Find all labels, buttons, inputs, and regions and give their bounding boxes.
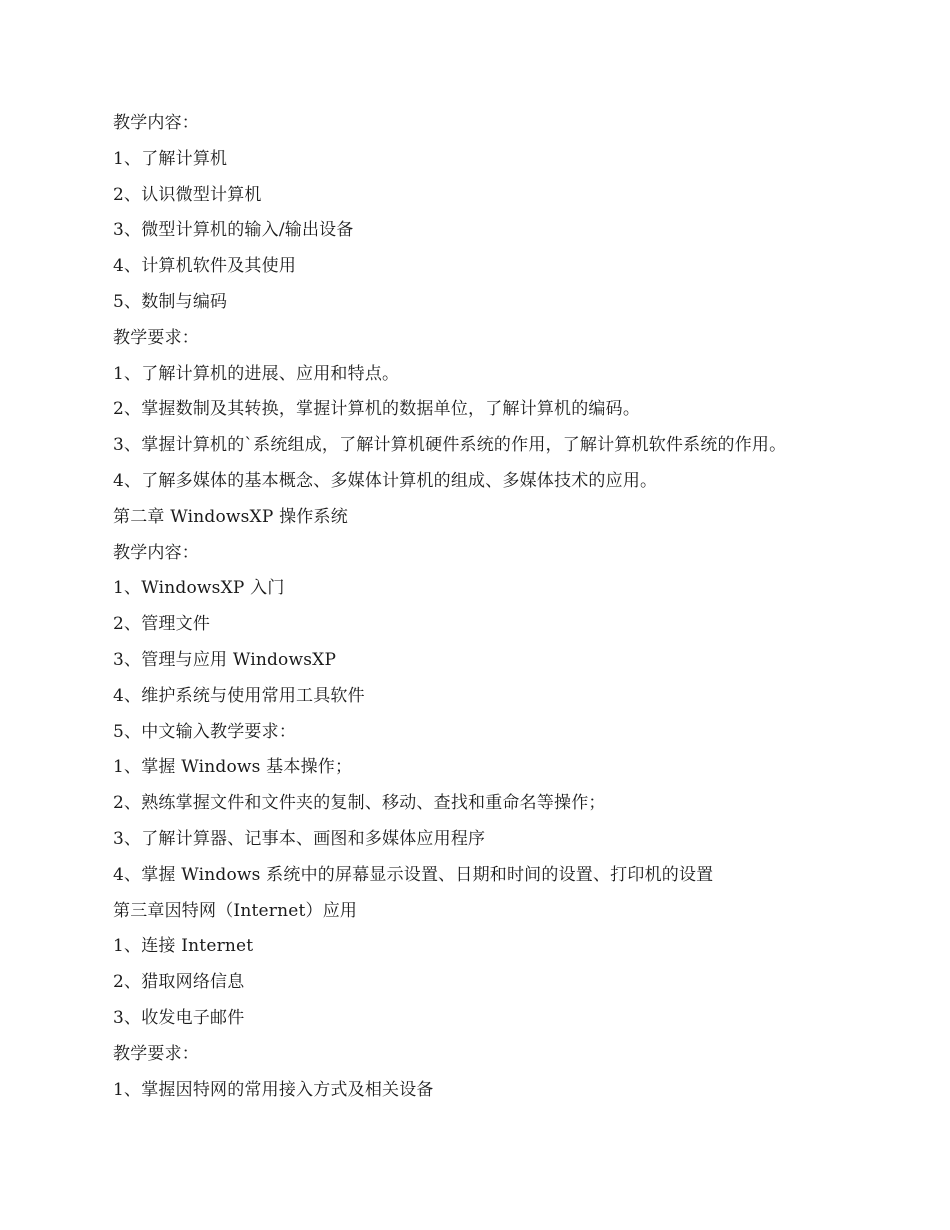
list-item: 3、收发电子邮件 <box>113 1007 245 1028</box>
list-item: 2、猎取网络信息 <box>113 972 245 993</box>
list-item: 1、了解计算机的进展、应用和特点。 <box>113 363 400 384</box>
document-body <box>113 106 913 1108</box>
list-item: 4、计算机软件及其使用 <box>113 256 297 277</box>
list-item: 4、掌握 Windows 系统中的屏幕显示设置、日期和时间的设置、打印机的设置 <box>113 864 714 885</box>
list-item: 2、认识微型计算机 <box>113 184 262 205</box>
list-item: 1、了解计算机 <box>113 148 228 169</box>
list-item: 1、掌握因特网的常用接入方式及相关设备 <box>113 1079 434 1100</box>
section-heading: 教学要求： <box>113 327 199 348</box>
list-item: 1、掌握 Windows 基本操作； <box>113 757 353 778</box>
list-item: 1、WindowsXP 入门 <box>113 578 285 599</box>
section-heading: 教学要求： <box>113 1043 199 1064</box>
section-heading: 教学内容： <box>113 113 199 133</box>
list-item: 5、中文输入教学要求： <box>113 721 297 742</box>
list-item: 4、了解多媒体的基本概念、多媒体计算机的组成、多媒体技术的应用。 <box>113 470 658 491</box>
chapter-title: 第二章 WindowsXP 操作系统 <box>113 506 348 527</box>
list-item: 3、管理与应用 WindowsXP <box>113 649 337 670</box>
list-item: 3、了解计算器、记事本、画图和多媒体应用程序 <box>113 828 486 849</box>
list-item: 1、连接 Internet <box>113 936 254 957</box>
list-item: 2、掌握数制及其转换，掌握计算机的数据单位，了解计算机的编码。 <box>113 399 641 420</box>
list-item: 4、维护系统与使用常用工具软件 <box>113 685 365 706</box>
list-item: 2、熟练掌握文件和文件夹的复制、移动、查找和重命名等操作； <box>113 793 606 814</box>
list-item: 3、掌握计算机的`系统组成，了解计算机硬件系统的作用，了解计算机软件系统的作用。 <box>113 435 787 456</box>
list-item: 3、微型计算机的输入/输出设备 <box>113 220 354 241</box>
list-item: 5、数制与编码 <box>113 291 228 312</box>
list-item: 2、管理文件 <box>113 614 211 635</box>
section-heading: 教学内容： <box>113 542 199 563</box>
chapter-title: 第三章因特网（Internet）应用 <box>113 900 358 921</box>
